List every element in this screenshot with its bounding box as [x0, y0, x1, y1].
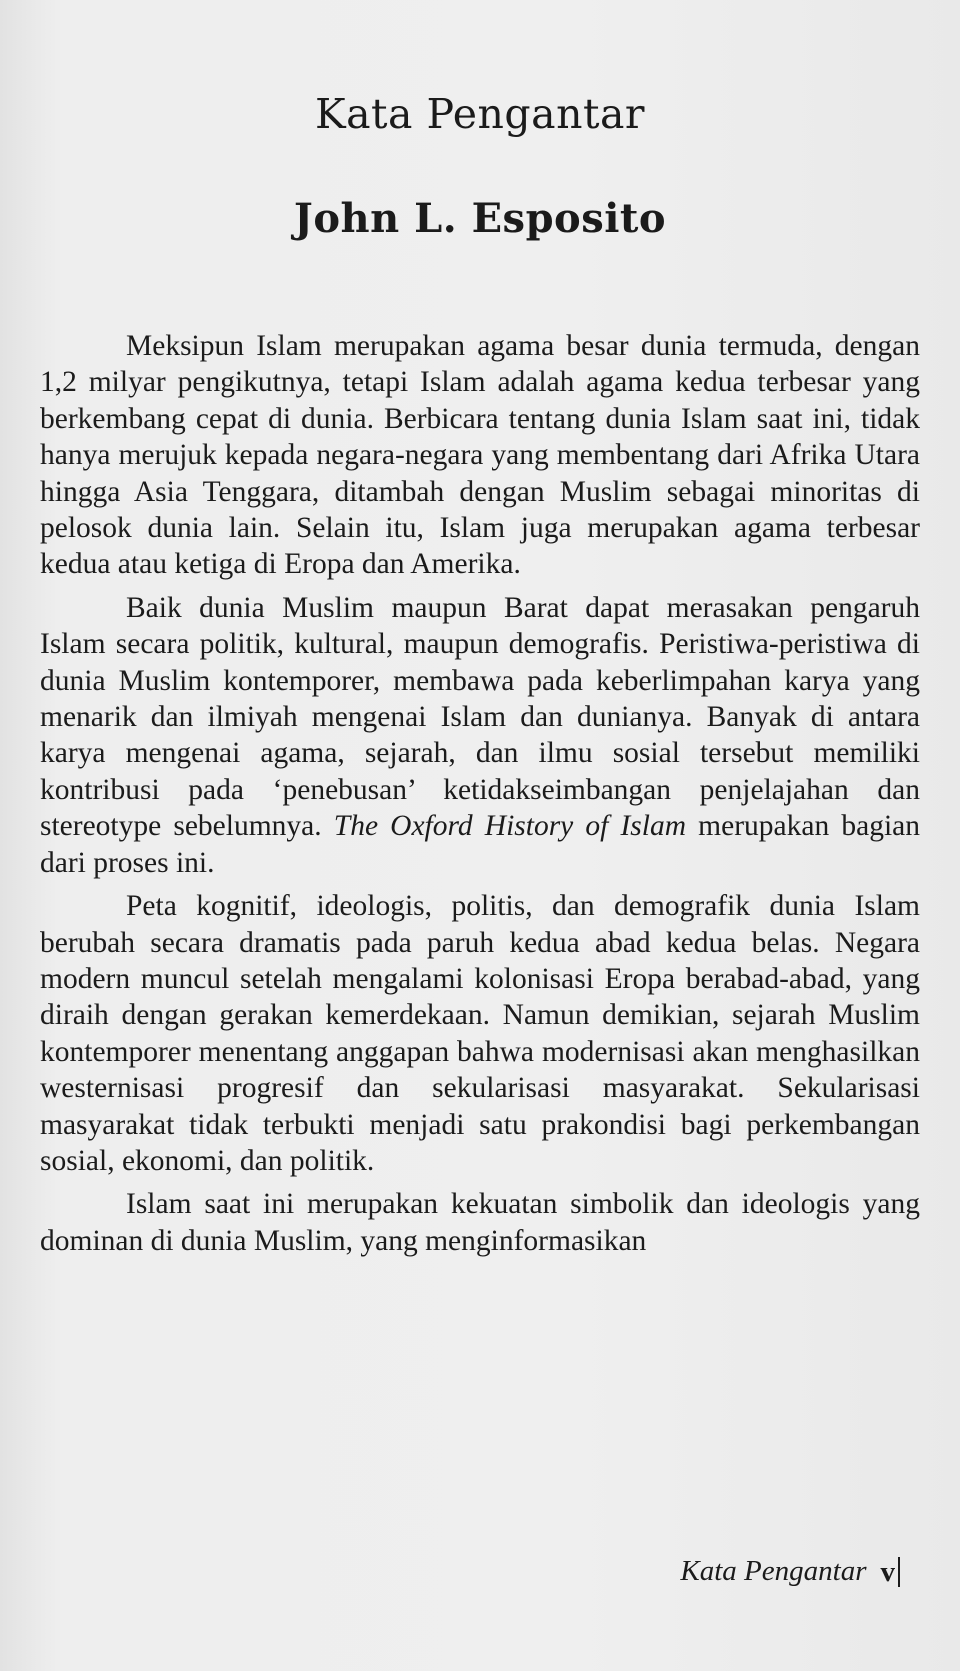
paragraph-4: Islam saat ini merupakan kekuatan simbolik dan ideologis yang dominan di dunia Muslim, yang menginformasikan — [40, 1188, 920, 1257]
author-name: John L. Esposito — [293, 195, 667, 242]
running-title: Kata Pengantar — [680, 1555, 867, 1587]
paragraph-1: Meksipun Islam merupakan agama besar dunia termuda, dengan 1,2 milyar pengikutnya, tetapi Islam adalah agama kedua terbesar yang berkembang cepat di dunia. Berbicara tentang dunia Islam saat ini, tidak hanya merujuk kepada negara-negara yang membentang dari Afrika Utara hingga Asia Tenggara, ditambah dengan Muslim sebagai minoritas di pelosok dunia lain. Selain itu, Islam juga merupakan agama terbesar kedua atau ketiga di Eropa dan Amerika. — [40, 330, 920, 581]
paragraph-2-text-after: merupakan bagian dari proses ini. — [40, 810, 920, 879]
body-text — [40, 328, 920, 1266]
page-title: Kata Pengantar — [314, 90, 646, 138]
paragraph-2-text-before: Baik dunia Muslim maupun Barat dapat merasakan pengaruh Islam secara politik, kultural, maupun demografis. Peristiwa-peristiwa di dunia Muslim kontemporer, membawa pada keberlimpahan karya yang menarik dan ilmiyah mengenai Islam dan dunianya. Banyak di antara karya mengenai agama, sejarah, dan ilmu sosial tersebut memiliki kontribusi pada ‘penebusan’ ketidakseimbangan penjelajahan dan stereotype sebelumnya. — [40, 591, 920, 843]
paragraph-2 — [40, 590, 920, 881]
paragraph-3: Peta kognitif, ideologis, politis, dan demografik dunia Islam berubah secara dramatis pada paruh kedua abad kedua belas. Negara modern muncul setelah mengalami kolonisasi Eropa berabad-abad, yang diraih dengan gerakan kemerdekaan. Namun demikian, sejarah Muslim kontemporer menentang anggapan bahwa modernisasi akan menghasilkan westernisasi progresif dan sekularisasi masyarakat. Sekularisasi masyarakat tidak terbukti menjadi satu prakondisi bagi perkembangan sosial, ekonomi, dan politik. — [40, 890, 920, 1177]
page-number: v — [881, 1557, 901, 1587]
book-title: The Oxford History of Islam — [333, 810, 687, 843]
page-footer — [680, 1555, 900, 1588]
